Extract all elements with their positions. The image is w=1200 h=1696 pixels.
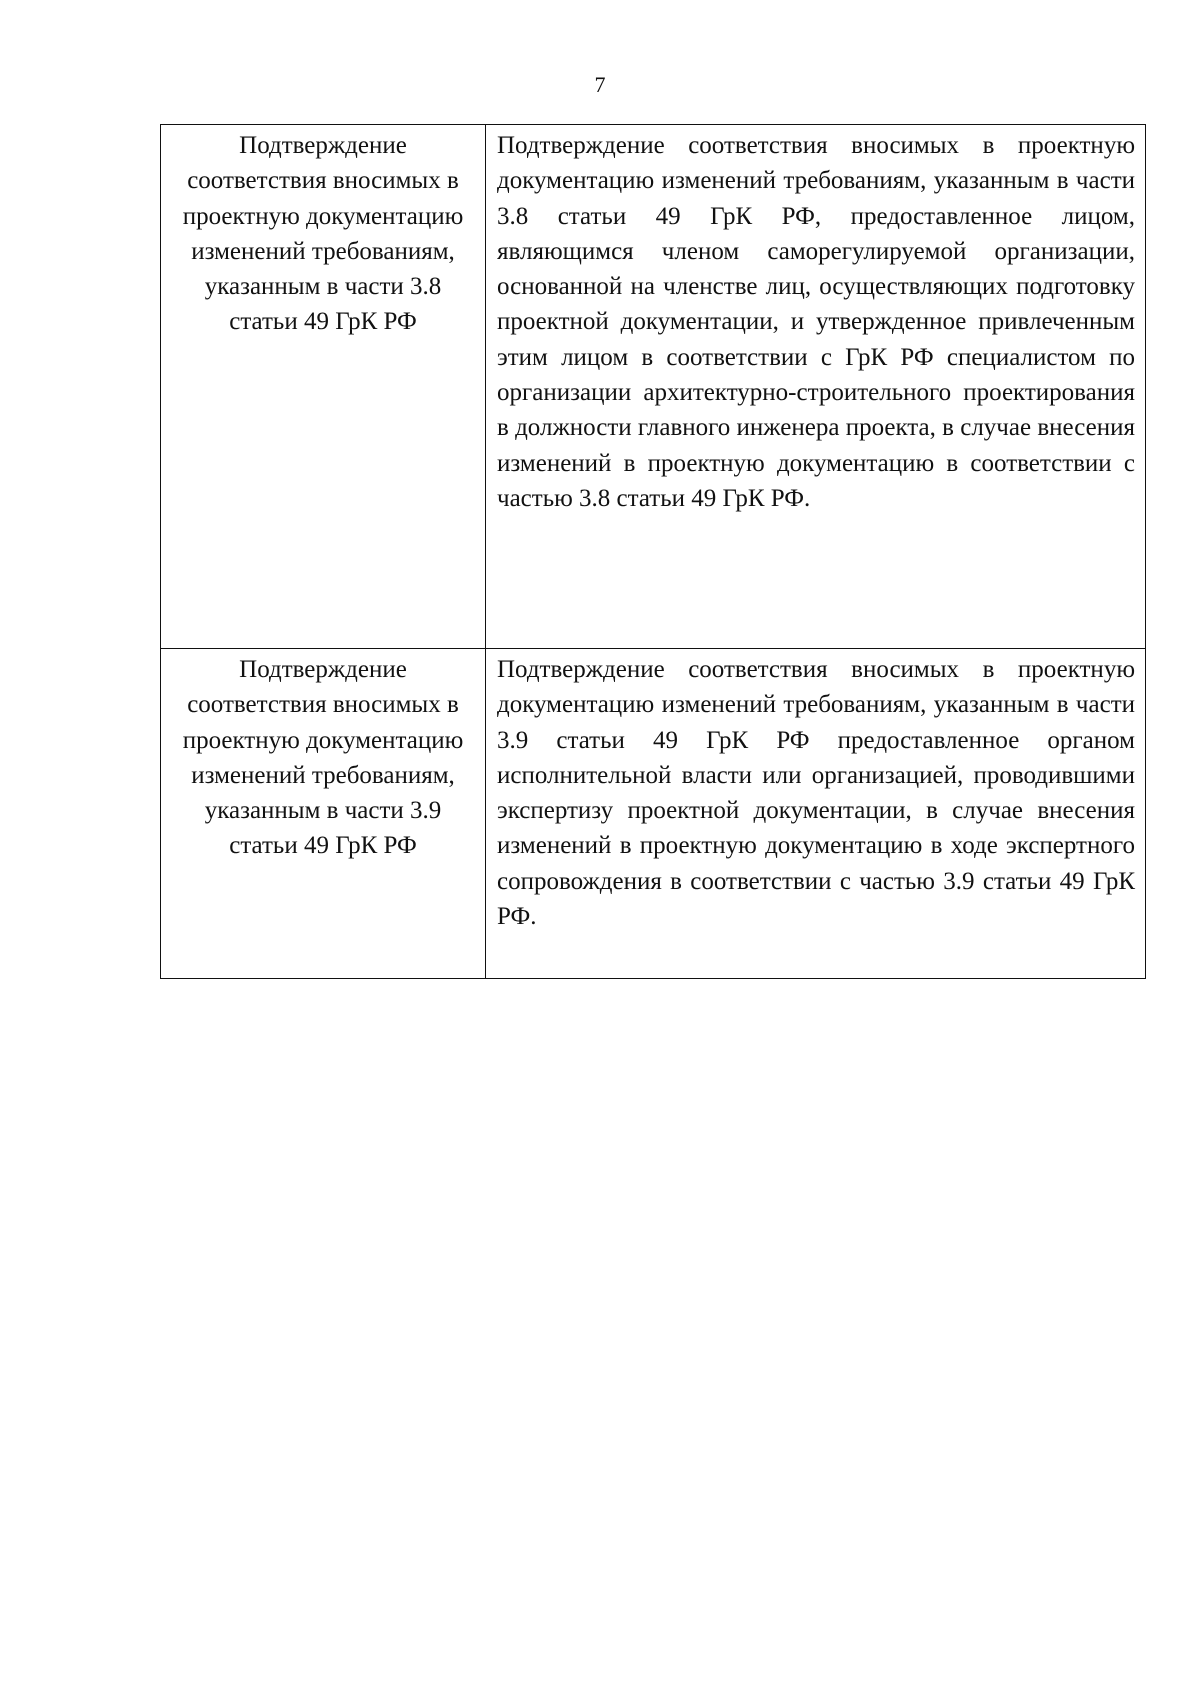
- description-cell: Подтверждение соответствия вносимых в проектную документацию изменений требованиям, указанным в части 3.8 статьи 49 ГрК РФ, предоставленное лицом, являющимся членом саморегулируемой организации, основанной на членстве лиц, осуществляющих подготовку проектной документации, и утвержденное привлеченным этим лицом в соответствии с ГрК РФ специалистом по организации архитектурно-строительного проектирования в должности главного инженера проекта, в случае внесения изменений в проектную документацию в соответствии с частью 3.8 статьи 49 ГрК РФ.: [486, 125, 1146, 649]
- page-number: 7: [594, 72, 606, 97]
- table-row: [161, 649, 1146, 979]
- requirement-cell: Подтверждение соответствия вносимых в проектную документацию изменений требованиям, указанным в части 3.8 статьи 49 ГрК РФ: [161, 125, 486, 649]
- table-row: [161, 125, 1146, 649]
- description-cell: Подтверждение соответствия вносимых в проектную документацию изменений требованиям, указанным в части 3.9 статьи 49 ГрК РФ предоставленное органом исполнительной власти или организацией, проводившими экспертизу проектной документации, в случае внесения изменений в проектную документацию в ходе экспертного сопровождения в соответствии с частью 3.9 статьи 49 ГрК РФ.: [486, 649, 1146, 979]
- requirements-table: [160, 124, 1146, 979]
- requirement-cell: Подтверждение соответствия вносимых в проектную документацию изменений требованиям, указанным в части 3.9 статьи 49 ГрК РФ: [161, 649, 486, 979]
